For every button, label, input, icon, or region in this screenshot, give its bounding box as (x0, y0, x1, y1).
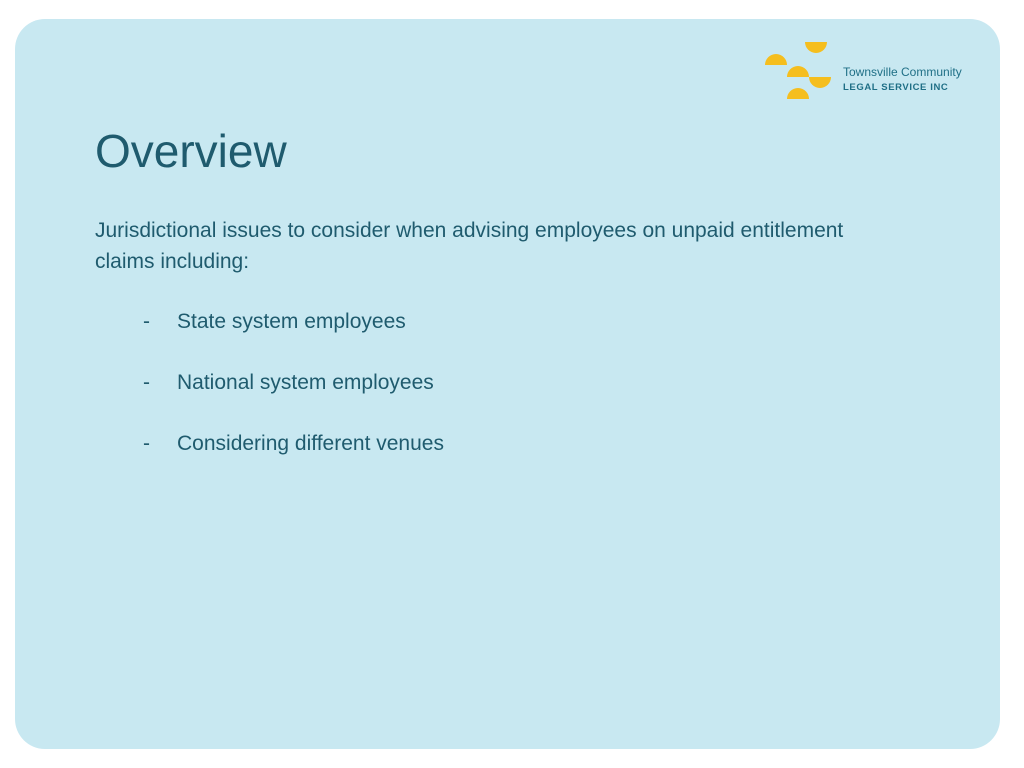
organization-logo (765, 41, 1005, 103)
slide-title: Overview (95, 125, 287, 177)
bullet-text: State system employees (177, 310, 406, 333)
bullet-dash: - (143, 432, 150, 455)
bullet-text: Considering different venues (177, 432, 444, 455)
logo-subname-line: LEGAL SERVICE INC (843, 82, 949, 93)
bullet-dash: - (143, 310, 150, 333)
logo-name-line: Townsville Community (843, 65, 962, 79)
intro-paragraph: Jurisdictional issues to consider when advising employees on unpaid entitlement claims including: (95, 219, 844, 273)
slide-panel (15, 19, 1000, 749)
logo-sun-mark-icon (765, 41, 837, 103)
bullet-text: National system employees (177, 371, 434, 394)
bullet-dash: - (143, 371, 150, 394)
